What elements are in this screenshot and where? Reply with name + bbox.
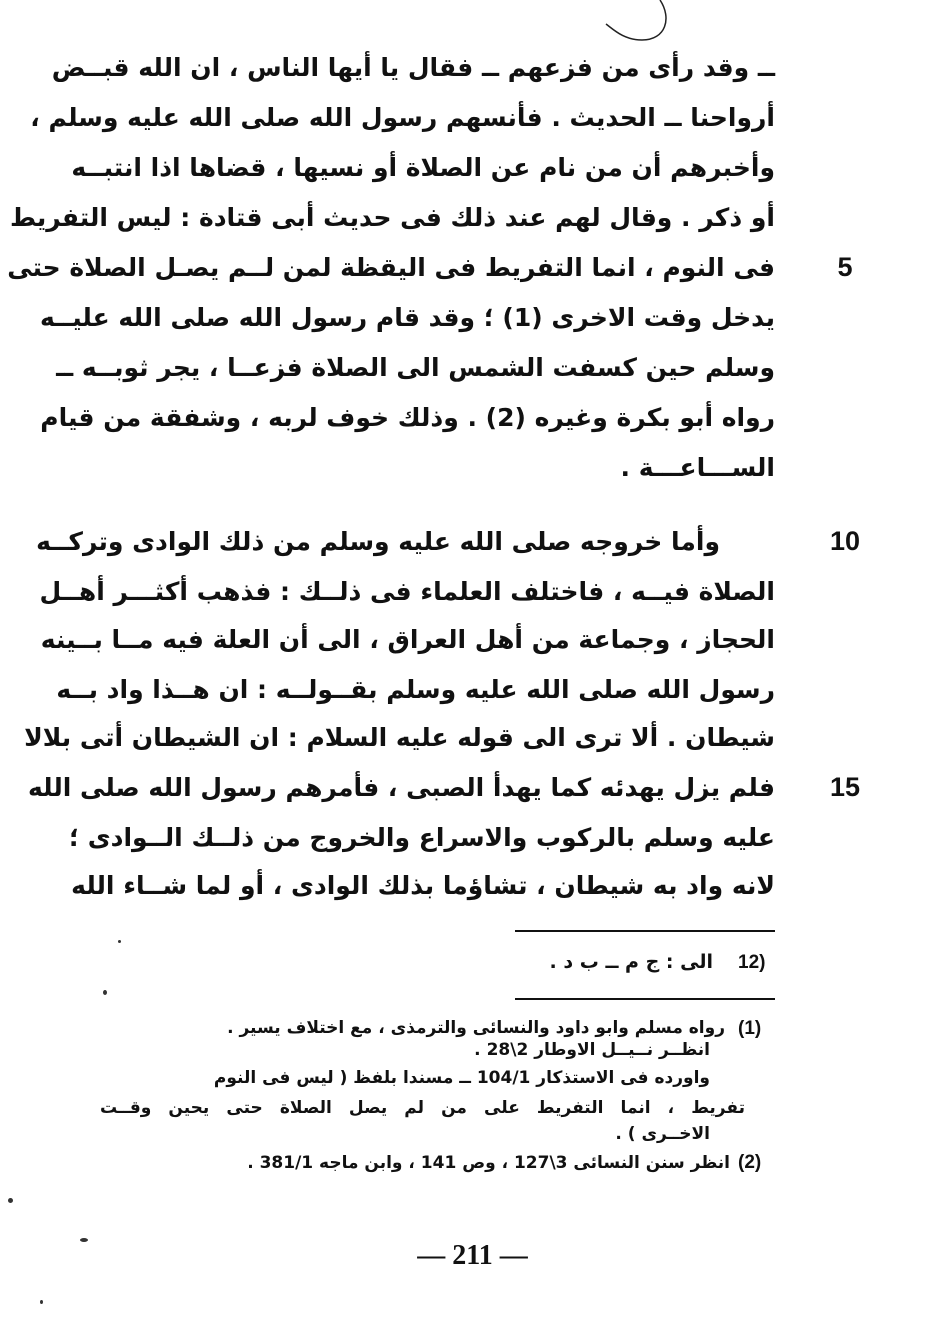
footnote-1 xyxy=(100,1018,745,1148)
footnote-1-line-3: واورده فى الاستذكار 104/1 ــ مسندا بلفظ ( ليس فى النوم xyxy=(213,1068,710,1088)
line-number-15: 15 xyxy=(829,772,861,802)
body-line-9: الســـاعـــة . xyxy=(620,453,775,482)
footnote-1-line-5: الاخــرى ) . xyxy=(615,1124,710,1144)
body-line-6: يدخل وقت الاخرى (1) ؛ وقد قام رسول الله صلى الله عليــه xyxy=(39,303,775,332)
body-line-13: رسول الله صلى الله عليه وسلم بقــولــه : ان هــذا واد بــه xyxy=(56,675,775,704)
footnote-2-text: انظر سنن النسائى 3\127 ، وص 141 ، وابن ماجه 381/1 . xyxy=(247,1153,730,1173)
variant-note-marker: 12) xyxy=(738,952,766,973)
footnote-rule xyxy=(515,998,775,1000)
line-number-10: 10 xyxy=(829,526,861,556)
scan-speck-1 xyxy=(118,940,121,943)
footnote-1-line-1: رواه مسلم وابو داود والنسائى والترمذى ، مع اختلاف يسير . xyxy=(227,1018,725,1038)
footnote-1-line-4: تفريط ، انما التفريط على من لم يصل الصلاة حتى يحين وقــت xyxy=(100,1098,745,1118)
footnote-2-marker: (2) xyxy=(738,1152,762,1173)
variant-rule xyxy=(515,930,775,932)
body-line-17: لانه واد به شيطان ، تشاؤما بذلك الوادى ، أو لما شــاء الله xyxy=(71,871,775,900)
body-line-15: فلم يزل يهدئه كما يهدأ الصبى ، فأمرهم رسول الله صلى الله xyxy=(28,773,775,802)
body-line-3: وأخبرهم أن من نام عن الصلاة أو نسيها ، قضاها اذا انتبــه xyxy=(71,153,775,182)
body-line-5: فى النوم ، انما التفريط فى اليقظة لمن لــم يصـل الصلاة حتى xyxy=(7,253,775,282)
scan-speck-5 xyxy=(40,1300,43,1304)
line-number-5: 5 xyxy=(837,252,853,282)
body-line-10: وأما خروجه صلى الله عليه وسلم من ذلك الوادى وتركــه xyxy=(36,527,720,556)
body-line-4: أو ذكر . وقال لهم عند ذلك فى حديث أبى قتادة : ليس التفريط xyxy=(10,203,775,232)
scan-mark-top xyxy=(600,0,680,50)
scan-speck-4 xyxy=(80,1238,88,1242)
body-line-2: أرواحنا ــ الحديث . فأنسهم رسول الله صلى الله عليه وسلم ، xyxy=(30,103,775,132)
body-line-11: الصلاة فيــه ، فاختلف العلماء فى ذلــك : فذهب أكثـــر أهــل xyxy=(39,577,775,606)
body-line-1: ــ وقد رأى من فزعهم ــ فقال يا أيها الناس ، ان الله قبــض xyxy=(51,53,775,82)
body-line-12: الحجاز ، وجماعة من أهل العراق ، الى أن العلة فيه مــا بــينه xyxy=(40,625,775,654)
page-number: — 211 — xyxy=(417,1240,528,1271)
body-line-14: شيطان . ألا ترى الى قوله عليه السلام : ان الشيطان أتى بلالا xyxy=(24,723,775,752)
body-line-7: وسلم حين كسفت الشمس الى الصلاة فزعــا ، يجر ثوبــه ــ xyxy=(56,353,775,382)
scan-speck-2 xyxy=(103,990,107,995)
footnote-1-marker: (1) xyxy=(738,1018,762,1039)
footnote-1-line-2: انظــر نــيــل الاوطار 2\28 . xyxy=(474,1040,710,1060)
scan-speck-3 xyxy=(8,1198,13,1203)
variant-note-text: الى : ج م ــ ب د . xyxy=(549,951,713,973)
body-line-8: رواه أبو بكرة وغيره (2) . وذلك خوف لربه ، وشفقة من قيام xyxy=(40,403,775,432)
body-line-16: عليه وسلم بالركوب والاسراع والخروج من ذلــك الــوادى ؛ xyxy=(69,823,775,852)
